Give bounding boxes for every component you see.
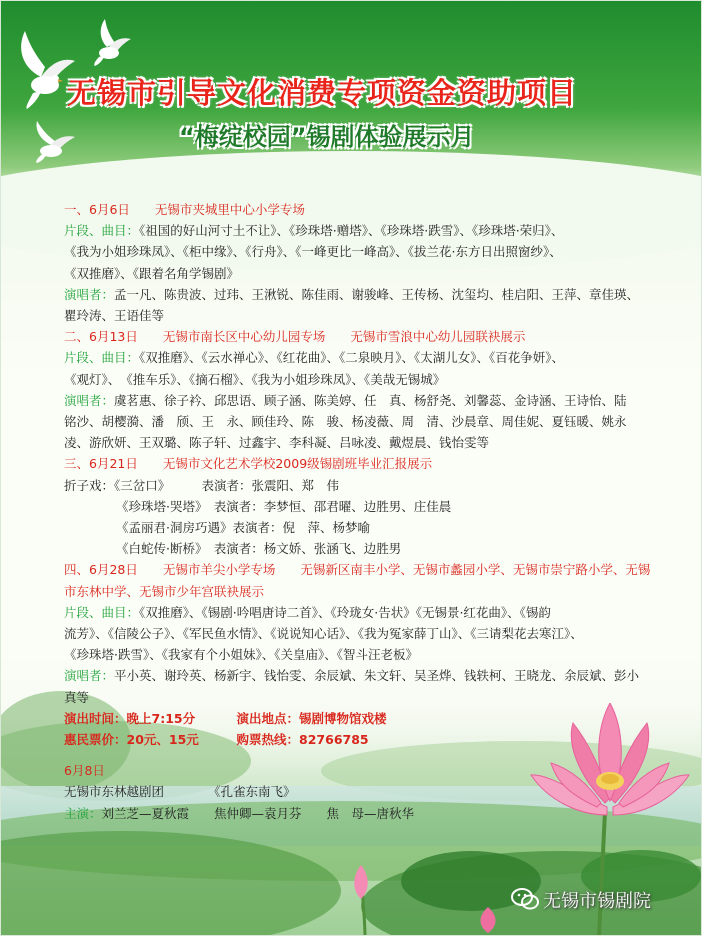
- poster-title: 无锡市引导文化消费专项资金资助项目: [67, 76, 578, 110]
- venue-label: 演出地点：: [236, 710, 300, 726]
- program-text: 《观灯》、 《推车乐》、《摘石榴》、《我为小姐珍珠凤》、《美哉无锡城》: [64, 371, 446, 387]
- poster-subtitle: “梅绽校园”锡剧体验展示月: [179, 123, 475, 151]
- performer-text: 凌、游欣妍、王双璐、陈子轩、过鑫宇、李科凝、吕咏凌、戴煜晨、钱怡雯等: [64, 435, 490, 451]
- time-label: 演出时间：: [64, 710, 127, 726]
- watermark-text: 无锡市锡剧院: [543, 891, 651, 912]
- program-label: 片段、曲目：: [64, 350, 140, 366]
- performer-text: 真等: [64, 689, 90, 705]
- program-text: 《我为小姐珍珠凤》、《柜中缘》、《行舟》、《一峰更比一峰高》、《拔兰花·东方日出照窗纱》、: [64, 244, 562, 260]
- ticket-row: [64, 729, 694, 750]
- section-heading: 四、6月28日 无锡市羊尖小学专场 无锡新区南丰小学、无锡市蠡园小学、无锡市崇宁路小学、无锡: [64, 562, 651, 578]
- program-text: 《祖国的好山河寸土不让》、《珍珠塔·赠塔》、《珍珠塔·跌雪》、《珍珠塔·荣归》、: [139, 223, 564, 239]
- program-text: 《双推磨》、《锡剧·吟唱唐诗二首》、《玲珑女·告状》《无锡景·红花曲》、《锡韵: [139, 604, 551, 620]
- wechat-icon: [511, 887, 539, 911]
- program-text: 《双推磨》、《云水禅心》、《红花曲》、《二泉映月》、《太湖儿女》、《百花争妍》、: [139, 350, 565, 366]
- performer-text: 虞茗惠、徐子衿、邱思语、顾子涵、陈美婷、任 真、杨舒尧、刘馨蕊、金诗涵、王诗怡、陆: [114, 392, 627, 408]
- section-heading: 三、6月21日 无锡市文化艺术学校2009级锡剧班毕业汇报展示: [64, 456, 433, 472]
- extra-show-play: 《孔雀东南飞》: [208, 784, 296, 800]
- hotline-value: 82766785: [299, 732, 369, 748]
- opera-excerpt: 《珍珠塔·哭塔》 表演者：李梦恒、邵君曜、边胜男、庄佳晨: [116, 498, 452, 514]
- program-label: 片段、曲目：: [64, 604, 140, 620]
- section-heading: 二、6月13日 无锡市南长区中心幼儿园专场 无锡市雪浪中心幼儿园联袂展示: [64, 329, 526, 345]
- section-heading: 市东林中学、无锡市少年宫联袂展示: [64, 583, 265, 599]
- program-label: 片段、曲目：: [64, 223, 140, 239]
- price-value: 20元、15元: [126, 732, 199, 748]
- performer-text: 孟一凡、陈贵波、过玮、王湫锐、陈佳雨、谢骏峰、王传杨、沈玺均、桂启阳、王萍、章佳瑛、: [114, 286, 640, 302]
- dove-icon: [27, 119, 77, 163]
- performer-label: 演唱者：: [64, 286, 115, 302]
- hotline-label: 购票热线：: [236, 732, 300, 748]
- extra-show-row: [64, 781, 694, 802]
- show-time-row: [64, 708, 694, 729]
- cast-label: 主演：: [64, 805, 102, 821]
- lotus-bud: [349, 865, 373, 901]
- performer-text: 瞿玲涛、王语佳等: [64, 308, 165, 324]
- dove-icon: [87, 17, 133, 67]
- lotus-bud: [475, 907, 501, 935]
- opera-excerpt: 《白蛇传·断桥》 表演者：杨文娇、张涵飞、边胜男: [116, 541, 402, 557]
- opera-excerpt: 《孟丽君·洞房巧遇》表演者：倪 萍、杨梦喻: [116, 520, 370, 536]
- performer-label: 演唱者：: [64, 668, 115, 684]
- opera-excerpt: 折子戏：《三岔口》 表演者：张震阳、郑 伟: [64, 477, 340, 493]
- program-text: 《珍珠塔·跌雪》、《我家有个小姐妹》、《关皇庙》、《智斗汪老板》: [64, 647, 418, 663]
- time-value: 晚上7:15分: [126, 710, 196, 726]
- performer-text: 平小英、谢玲英、杨新宇、钱怡雯、余辰斌、朱文轩、吴圣烨、钱轶柯、王晓龙、余辰斌、彭小: [114, 668, 640, 684]
- extra-show-date: 6月8日: [64, 763, 105, 779]
- program-text: 流芳》、《信陵公子》、《军民鱼水情》、《说说知心话》、《我为冤家薛丁山》、《三请梨花去寒江》、: [64, 626, 583, 642]
- program-text: 《双推磨》、《跟着名角学锡剧》: [64, 265, 240, 281]
- performer-label: 演唱者：: [64, 392, 115, 408]
- cast-text: 刘兰芝—夏秋霞 焦仲卿—袁月芬 焦 母—唐秋华: [101, 805, 415, 821]
- section-heading: 一、6月6日 无锡市夹城里中心小学专场: [64, 202, 305, 217]
- performer-text: 铭沙、胡樱漪、潘 颀、王 永、顾佳玲、陈 骏、杨凌薇、周 清、沙晨章、周佳妮、夏钰暖、姚永: [64, 414, 627, 430]
- price-label: 惠民票价：: [64, 732, 127, 748]
- program-list: [64, 199, 694, 824]
- venue-value: 锡剧博物馆戏楼: [299, 710, 387, 726]
- extra-show-venue: 无锡市东林越剧团: [64, 784, 165, 800]
